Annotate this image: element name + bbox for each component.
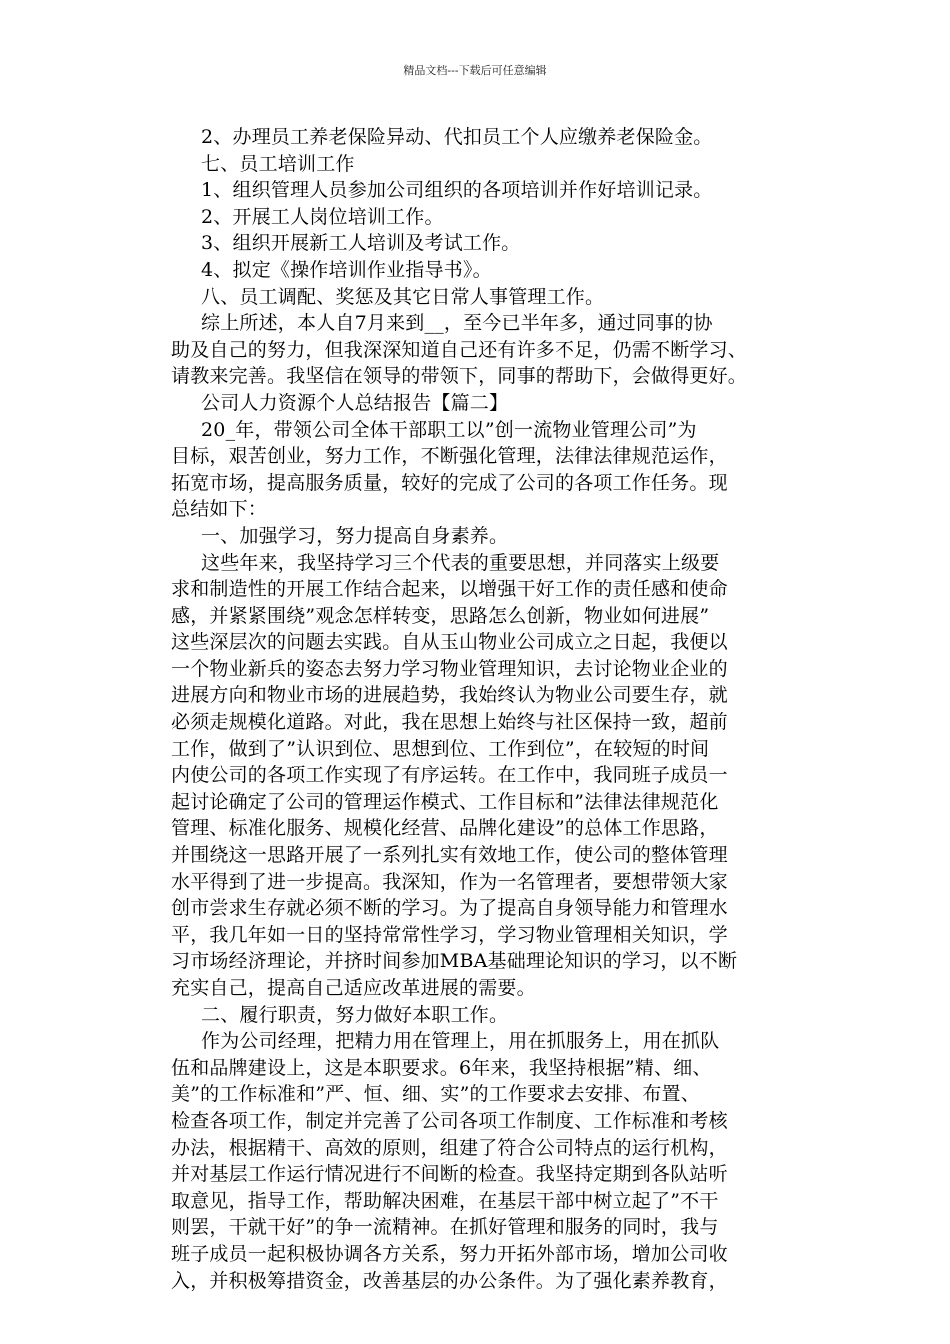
text-line: 习市场经济理论，并挤时间参加MBA基础理论知识的学习，以不断 xyxy=(171,950,738,973)
text-line: 并围绕这一思路开展了一系列扎实有效地工作，使公司的整体管理 xyxy=(171,844,728,867)
document-body xyxy=(171,124,831,1294)
text-line: 必须走规模化道路。对此，我在思想上始终与社区保持一致，超前 xyxy=(171,711,728,734)
text-line: 起讨论确定了公司的管理运作模式、工作目标和”法律法律规范化 xyxy=(171,790,719,813)
text-line: 内使公司的各项工作实现了有序运转。在工作中，我同班子成员一 xyxy=(171,764,728,787)
text-line: 伍和品牌建设上，这是本职要求。6年来，我坚持根据”精、细、 xyxy=(171,1056,712,1079)
text-line: 求和制造性的开展工作结合起来，以增强干好工作的责任感和使命 xyxy=(171,578,728,601)
text-line: 平，我几年如一日的坚持常常性学习，学习物业管理相关知识，学 xyxy=(171,923,728,946)
text-line: 20_年，带领公司全体干部职工以”创一流物业管理公司”为 xyxy=(201,418,697,441)
page-header: 精品文档---下载后可任意编辑 xyxy=(403,64,547,77)
text-line: 八、员工调配、奖惩及其它日常人事管理工作。 xyxy=(201,285,605,308)
text-line: 1、组织管理人员参加公司组织的各项培训并作好培训记录。 xyxy=(201,179,713,202)
text-line: 总结如下： xyxy=(171,498,268,521)
text-line: 作为公司经理，把精力用在管理上，用在抓服务上，用在抓队 xyxy=(201,1030,720,1053)
text-line: 综上所述，本人自7月来到__，至今已半年多，通过同事的协 xyxy=(201,312,713,335)
text-line: 管理、标准化服务、规模化经营、品牌化建设”的总体工作思路， xyxy=(171,817,719,840)
text-line: 美”的工作标准和”严、恒、细、实”的工作要求去安排、布置、 xyxy=(171,1083,700,1106)
text-line: 感，并紧紧围绕”观念怎样转变，思路怎么创新，物业如何进展” xyxy=(171,604,710,627)
text-line: 水平得到了进一步提高。我深知，作为一名管理者，要想带领大家 xyxy=(171,870,728,893)
text-line: 则罢，干就干好”的争一流精神。在抓好管理和服务的同时，我与 xyxy=(171,1216,719,1239)
text-line: 二、履行职责，努力做好本职工作。 xyxy=(201,1003,509,1026)
text-line: 这些深层次的问题去实践。自从玉山物业公司成立之日起，我便以 xyxy=(171,631,728,654)
text-line: 公司人力资源个人总结报告【篇二】 xyxy=(201,391,509,414)
text-line: 班子成员一起积极协调各方关系，努力开拓外部市场，增加公司收 xyxy=(171,1242,728,1265)
text-line: 充实自己，提高自己适应改革进展的需要。 xyxy=(171,977,536,999)
text-line: 并对基层工作运行情况进行不间断的检查。我坚持定期到各队站听 xyxy=(171,1163,728,1186)
text-line: 取意见，指导工作，帮助解决困难，在基层干部中树立起了”不干 xyxy=(171,1189,719,1212)
text-line: 3、组织开展新工人培训及考试工作。 xyxy=(201,232,521,255)
text-line: 一、加强学习，努力提高自身素养。 xyxy=(201,524,509,547)
text-line: 请教来完善。我坚信在领导的带领下，同事的帮助下，会做得更好。 xyxy=(171,365,748,388)
text-line: 2、开展工人岗位培训工作。 xyxy=(201,205,444,228)
text-line: 七、员工培训工作 xyxy=(201,152,355,175)
text-line: 办法，根据精干、高效的原则，组建了符合公司特点的运行机构， xyxy=(171,1136,728,1159)
text-line: 2、办理员工养老保险异动、代扣员工个人应缴养老保险金。 xyxy=(201,126,713,148)
text-line: 工作，做到了”认识到位、思想到位、工作到位”，在较短的时间 xyxy=(171,737,710,760)
text-line: 创市尝求生存就必须不断的学习。为了提高自身领导能力和管理水 xyxy=(171,897,728,920)
text-line: 4、拟定《操作培训作业指导书》。 xyxy=(201,258,492,281)
text-line: 一个物业新兵的姿态去努力学习物业管理知识，去讨论物业企业的 xyxy=(171,657,728,680)
text-line: 拓宽市场，提高服务质量，较好的完成了公司的各项工作任务。现 xyxy=(171,471,728,494)
text-line: 助及自己的努力，但我深深知道自己还有许多不足，仍需不断学习、 xyxy=(171,338,748,361)
text-line: 这些年来，我坚持学习三个代表的重要思想，并同落实上级要 xyxy=(201,551,720,574)
text-line: 入，并积极筹措资金，改善基层的办公条件。为了强化素养教育， xyxy=(171,1269,728,1292)
text-line: 进展方向和物业市场的进展趋势，我始终认为物业公司要生存，就 xyxy=(171,684,728,707)
text-line: 目标，艰苦创业，努力工作，不断强化管理，法律法律规范运作， xyxy=(171,445,728,468)
text-line: 检查各项工作，制定并完善了公司各项工作制度、工作标准和考核 xyxy=(171,1109,728,1132)
